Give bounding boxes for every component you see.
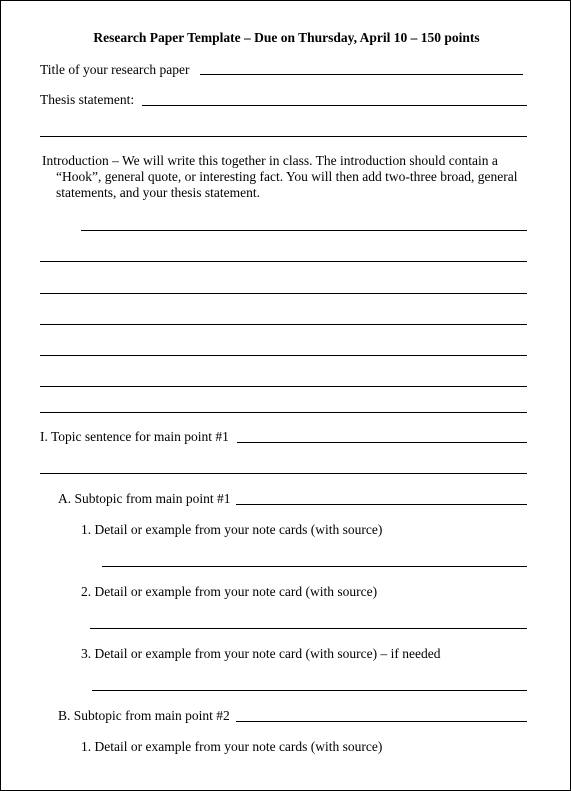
thesis-field-label: Thesis statement: [40, 92, 135, 107]
thesis-answer-line-2[interactable] [40, 136, 527, 137]
intro-answer-line[interactable] [40, 386, 527, 387]
intro-text-line-2: “Hook”, general quote, or interesting fact. You will then add two-three broad, general [56, 169, 518, 184]
detail-a2-label: 2. Detail or example from your note card (with source) [81, 584, 378, 599]
detail-a3-answer-line[interactable] [92, 690, 527, 691]
subtopic-b-label: B. Subtopic from main point #2 [58, 708, 230, 723]
detail-a2-answer-line[interactable] [90, 628, 527, 629]
intro-answer-line[interactable] [40, 412, 527, 413]
detail-a1-label: 1. Detail or example from your note cards (with source) [81, 522, 383, 537]
intro-answer-line[interactable] [40, 355, 527, 356]
page-title: Research Paper Template – Due on Thursday, April 10 – 150 points [93, 30, 480, 45]
detail-a1-answer-line[interactable] [102, 566, 527, 567]
detail-b1-label: 1. Detail or example from your note cards (with source) [81, 739, 383, 754]
main-point-1-answer-line[interactable] [237, 442, 527, 443]
intro-answer-line[interactable] [40, 261, 527, 262]
title-answer-line[interactable] [200, 74, 523, 75]
main-point-1-answer-line-2[interactable] [40, 473, 527, 474]
intro-answer-line[interactable] [40, 293, 527, 294]
detail-a3-label: 3. Detail or example from your note card (with source) – if needed [81, 646, 441, 661]
intro-text-line-3: statements, and your thesis statement. [56, 185, 260, 200]
subtopic-a-answer-line[interactable] [236, 504, 527, 505]
intro-answer-line[interactable] [81, 230, 527, 231]
main-point-1-label: I. Topic sentence for main point #1 [40, 429, 229, 444]
subtopic-b-answer-line[interactable] [236, 721, 527, 722]
intro-text-line-1: Introduction – We will write this together in class. The introduction should contain a [42, 153, 498, 168]
intro-answer-line[interactable] [40, 324, 527, 325]
introduction-instructions [42, 153, 532, 201]
thesis-answer-line[interactable] [142, 105, 527, 106]
title-field-label: Title of your research paper [40, 62, 190, 77]
subtopic-a-label: A. Subtopic from main point #1 [58, 491, 231, 506]
